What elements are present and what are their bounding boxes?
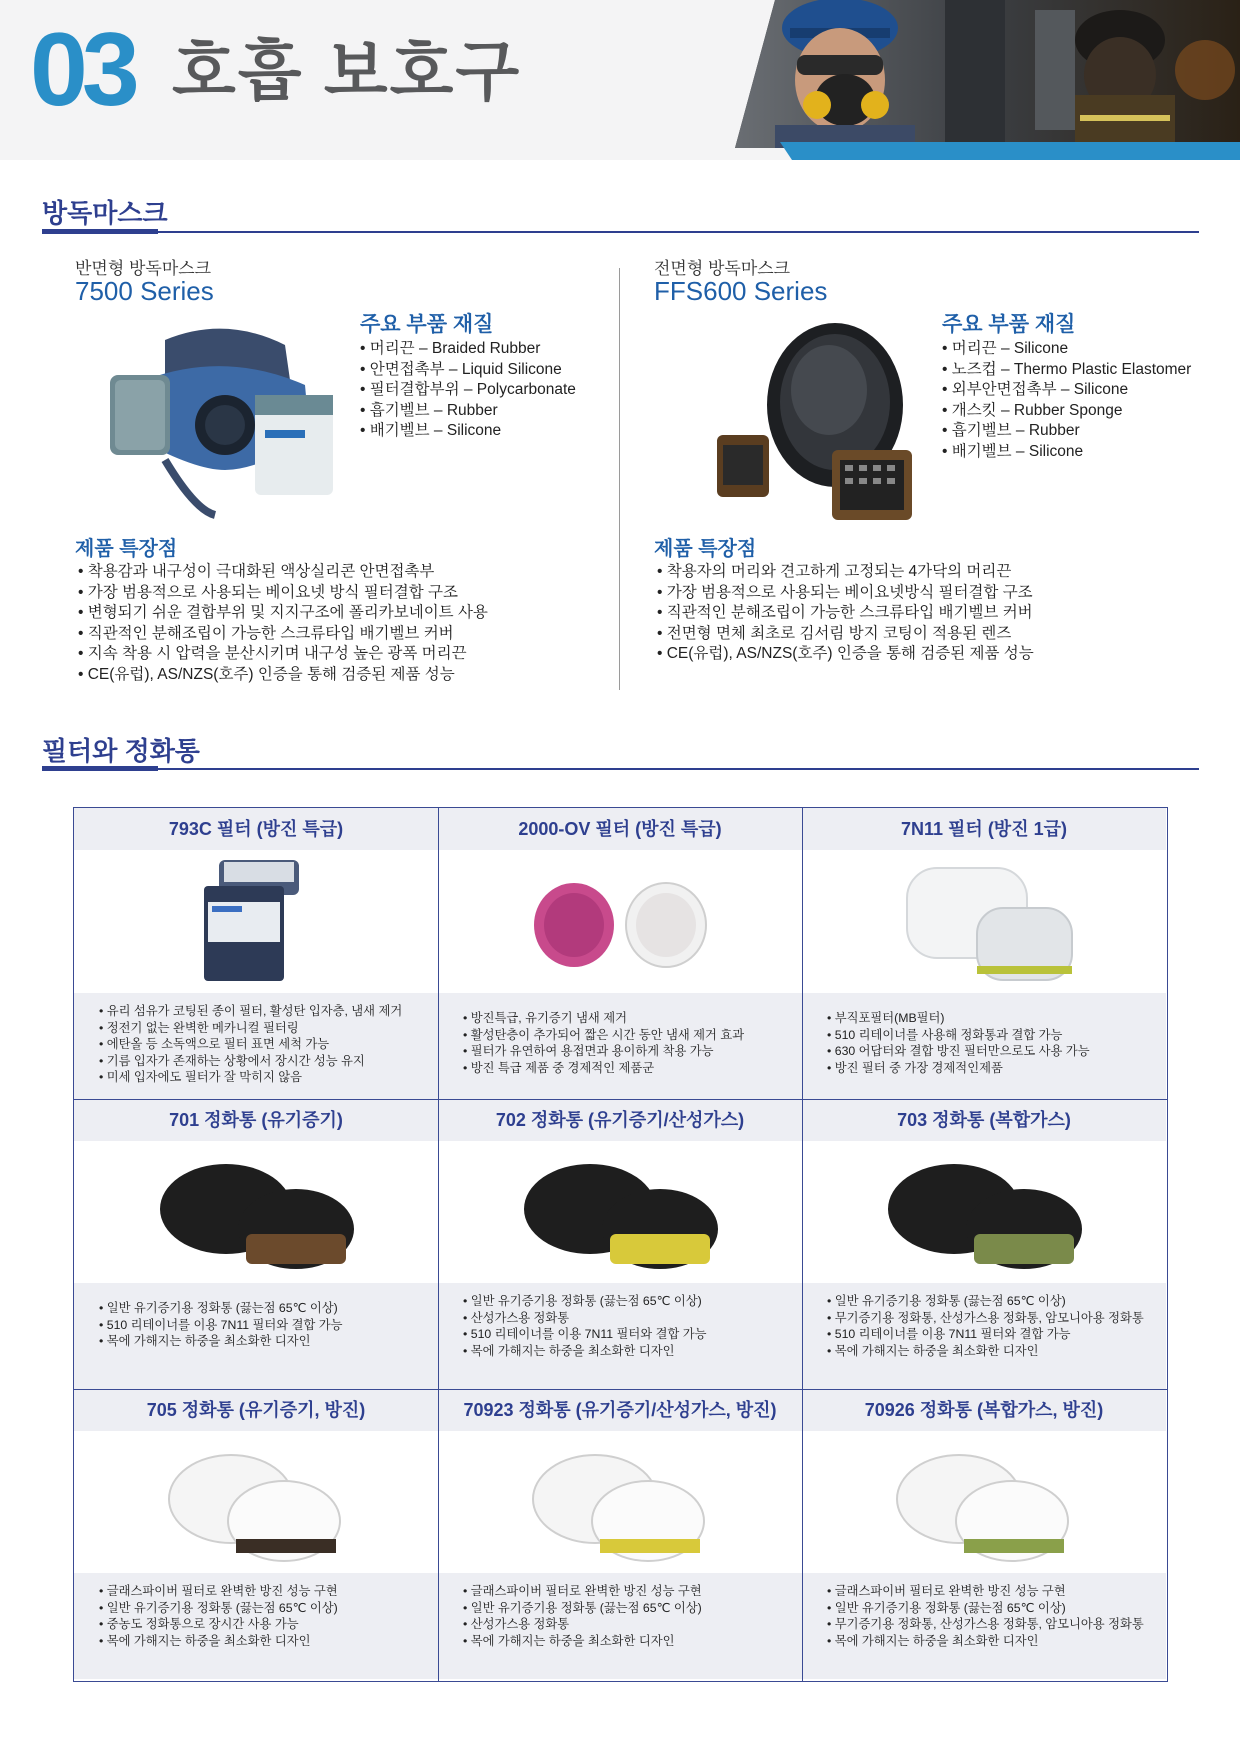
filter-cell-70923	[438, 1389, 802, 1681]
grid-line	[438, 808, 439, 1681]
list-item: • 외부안면접촉부 – Silicone	[942, 380, 1191, 401]
full-mask-features-list	[657, 562, 1034, 665]
section-title-filters: 필터와 정화통	[42, 736, 200, 766]
full-mask-materials-list	[942, 339, 1191, 463]
filter-description	[802, 1283, 1166, 1389]
list-item: • 방진 특급 제품 중 경제적인 제품군	[463, 1060, 744, 1077]
list-item: • 일반 유기증기용 정화통 (끓는점 65℃ 이상)	[463, 1293, 707, 1310]
cartridge-70926-image	[894, 1447, 1074, 1567]
filter-title: 702 정화통 (유기증기/산성가스)	[438, 1099, 802, 1141]
cartridge-701-image	[156, 1154, 356, 1274]
filter-grid	[73, 807, 1168, 1682]
filter-cell-7n11	[802, 808, 1166, 1099]
list-item: • 머리끈 – Braided Rubber	[360, 339, 576, 360]
list-item: • 중농도 정화통으로 장시간 사용 가능	[99, 1616, 338, 1633]
list-item: • 목에 가해지는 하중을 최소화한 디자인	[463, 1343, 707, 1360]
list-item: • 무기증기용 정화통, 산성가스용 정화통, 암모니아용 정화통	[827, 1616, 1144, 1633]
list-item: • 전면형 면체 최초로 김서림 방지 코팅이 적용된 렌즈	[657, 624, 1034, 645]
list-item: • 직관적인 분해조립이 가능한 스크류타입 배기벨브 커버	[78, 624, 488, 645]
list-item: • 변형되기 쉬운 결합부위 및 지지구조에 폴리카보네이트 사용	[78, 603, 488, 624]
section-rule	[42, 768, 1199, 770]
list-item: • CE(유럽), AS/NZS(호주) 인증을 통해 검증된 제품 성능	[657, 644, 1034, 665]
list-item: • 정전기 없는 완벽한 메카니컬 필터링	[99, 1020, 402, 1037]
chapter-number: 03	[30, 12, 134, 128]
list-item: • 일반 유기증기용 정화통 (끓는점 65℃ 이상)	[827, 1600, 1144, 1617]
list-item: • 에탄올 등 소독액으로 필터 표면 세척 가능	[99, 1036, 402, 1053]
list-item: • 510 리테이너를 이용 7N11 필터와 결합 가능	[463, 1326, 707, 1343]
filter-description	[74, 993, 438, 1099]
grid-line	[74, 1389, 1167, 1390]
list-item: • 글래스파이버 필터로 완벽한 방진 성능 구현	[463, 1583, 702, 1600]
list-item: • 무기증기용 정화통, 산성가스용 정화통, 암모니아용 정화통	[827, 1310, 1144, 1327]
half-mask-features-list	[78, 562, 488, 686]
filter-title: 705 정화통 (유기증기, 방진)	[74, 1389, 438, 1431]
list-item: • 방진 필터 중 가장 경제적인제품	[827, 1060, 1090, 1077]
cartridge-705-image	[166, 1447, 346, 1567]
filter-title: 70923 정화통 (유기증기/산성가스, 방진)	[438, 1389, 802, 1431]
filter-7n11-image	[897, 858, 1077, 988]
list-item: • 기름 입자가 존재하는 상황에서 장시간 성능 유지	[99, 1053, 402, 1070]
full-mask-image	[717, 320, 942, 525]
cartridge-702-image	[520, 1154, 720, 1274]
list-item: • 산성가스용 정화통	[463, 1616, 702, 1633]
filter-cell-2000ov	[438, 808, 802, 1099]
list-item: • 방진특급, 유기증기 냄새 제거	[463, 1010, 744, 1027]
filter-title: 2000-OV 필터 (방진 특급)	[438, 808, 802, 850]
grid-line	[74, 1099, 1167, 1100]
cartridge-70923-image	[530, 1447, 710, 1567]
list-item: • 흡기벨브 – Rubber	[942, 421, 1191, 442]
filter-cell-70926	[802, 1389, 1166, 1681]
section-title-gas-mask: 방독마스크	[42, 198, 168, 228]
list-item: • 가장 범용적으로 사용되는 베이요넷 방식 필터결합 구조	[78, 583, 488, 604]
list-item: • 흡기벨브 – Rubber	[360, 401, 576, 422]
half-mask-materials-list	[360, 339, 576, 442]
filter-description	[74, 1573, 438, 1679]
full-mask-features-title: 제품 특장점	[654, 538, 757, 560]
list-item: • 유리 섬유가 코팅된 종이 필터, 활성탄 입자층, 냄새 제거	[99, 1003, 402, 1020]
full-mask-series: FFS600 Series	[654, 276, 828, 306]
half-mask-kicker: 반면형 방독마스크	[75, 259, 212, 278]
half-mask-image	[105, 320, 345, 520]
list-item: • 510 리테이너를 사용해 정화통과 결합 가능	[827, 1027, 1090, 1044]
list-item: • 개스킷 – Rubber Sponge	[942, 401, 1191, 422]
list-item: • 배기벨브 – Silicone	[360, 421, 576, 442]
full-mask-materials-title: 주요 부품 재질	[942, 313, 1076, 336]
filter-cell-703	[802, 1099, 1166, 1389]
filter-2000ov-image	[530, 880, 710, 970]
list-item: • 필터결합부위 – Polycarbonate	[360, 380, 576, 401]
list-item: • 직관적인 분해조립이 가능한 스크류타입 배기벨브 커버	[657, 603, 1034, 624]
list-item: • 부직포필터(MB필터)	[827, 1010, 1090, 1027]
filter-793c-image	[194, 856, 324, 986]
section-rule-accent	[42, 229, 158, 234]
list-item: • 안면접촉부 – Liquid Silicone	[360, 360, 576, 381]
list-item: • 착용감과 내구성이 극대화된 액상실리콘 안면접촉부	[78, 562, 488, 583]
list-item: • 산성가스용 정화통	[463, 1310, 707, 1327]
full-mask-kicker: 전면형 방독마스크	[654, 259, 791, 278]
filter-description	[438, 993, 802, 1099]
filter-cell-705	[74, 1389, 438, 1681]
section-rule-accent	[42, 766, 158, 771]
half-mask-features-title: 제품 특장점	[75, 538, 178, 560]
list-item: • 착용자의 머리와 견고하게 고정되는 4가닥의 머리끈	[657, 562, 1034, 583]
filter-title: 7N11 필터 (방진 1급)	[802, 808, 1166, 850]
filter-cell-701	[74, 1099, 438, 1389]
grid-line	[802, 808, 803, 1681]
list-item: • 가장 범용적으로 사용되는 베이요넷방식 필터결합 구조	[657, 583, 1034, 604]
list-item: • 목에 가해지는 하중을 최소화한 디자인	[99, 1333, 343, 1350]
filter-cell-793c	[74, 808, 438, 1099]
list-item: • 지속 착용 시 압력을 분산시키며 내구성 높은 광폭 머리끈	[78, 644, 488, 665]
list-item: • 목에 가해지는 하중을 최소화한 디자인	[827, 1343, 1144, 1360]
list-item: • 머리끈 – Silicone	[942, 339, 1191, 360]
list-item: • 목에 가해지는 하중을 최소화한 디자인	[99, 1633, 338, 1650]
list-item: • 목에 가해지는 하중을 최소화한 디자인	[463, 1633, 702, 1650]
list-item: • 510 리테이너를 이용 7N11 필터와 결합 가능	[99, 1317, 343, 1334]
half-mask-materials-title: 주요 부품 재질	[360, 313, 494, 336]
list-item: • 630 어답터와 결합 방진 필터만으로도 사용 가능	[827, 1043, 1090, 1060]
list-item: • 목에 가해지는 하중을 최소화한 디자인	[827, 1633, 1144, 1650]
list-item: • 활성탄층이 추가되어 짧은 시간 동안 냄새 제거 효과	[463, 1027, 744, 1044]
list-item: • 글래스파이버 필터로 완벽한 방진 성능 구현	[99, 1583, 338, 1600]
filter-title: 70926 정화통 (복합가스, 방진)	[802, 1389, 1166, 1431]
section-rule	[42, 231, 1199, 233]
cartridge-703-image	[884, 1154, 1084, 1274]
list-item: • 배기벨브 – Silicone	[942, 442, 1191, 463]
header-accent-stripe	[780, 142, 1240, 160]
list-item: • 일반 유기증기용 정화통 (끓는점 65℃ 이상)	[827, 1293, 1144, 1310]
filter-description	[74, 1283, 438, 1389]
list-item: • 일반 유기증기용 정화통 (끓는점 65℃ 이상)	[99, 1300, 343, 1317]
filter-description	[802, 993, 1166, 1099]
list-item: • 미세 입자에도 필터가 잘 막히지 않음	[99, 1069, 402, 1086]
list-item: • 글래스파이버 필터로 완벽한 방진 성능 구현	[827, 1583, 1144, 1600]
list-item: • 510 리테이너를 이용 7N11 필터와 결합 가능	[827, 1326, 1144, 1343]
filter-title: 703 정화통 (복합가스)	[802, 1099, 1166, 1141]
list-item: • 일반 유기증기용 정화통 (끓는점 65℃ 이상)	[99, 1600, 338, 1617]
column-divider	[619, 268, 620, 690]
half-mask-series: 7500 Series	[75, 276, 214, 306]
chapter-title: 호흡 보호구	[172, 34, 522, 108]
filter-description	[802, 1573, 1166, 1679]
filter-title: 701 정화통 (유기증기)	[74, 1099, 438, 1141]
filter-description	[438, 1573, 802, 1679]
filter-cell-702	[438, 1099, 802, 1389]
list-item: • 일반 유기증기용 정화통 (끓는점 65℃ 이상)	[463, 1600, 702, 1617]
filter-title: 793C 필터 (방진 특급)	[74, 808, 438, 850]
list-item: • CE(유럽), AS/NZS(호주) 인증을 통해 검증된 제품 성능	[78, 665, 488, 686]
list-item: • 필터가 유연하여 용접면과 용이하게 착용 가능	[463, 1043, 744, 1060]
header-photo	[735, 0, 1240, 148]
list-item: • 노즈컵 – Thermo Plastic Elastomer	[942, 360, 1191, 381]
page-header	[0, 0, 1240, 160]
filter-description	[438, 1283, 802, 1389]
